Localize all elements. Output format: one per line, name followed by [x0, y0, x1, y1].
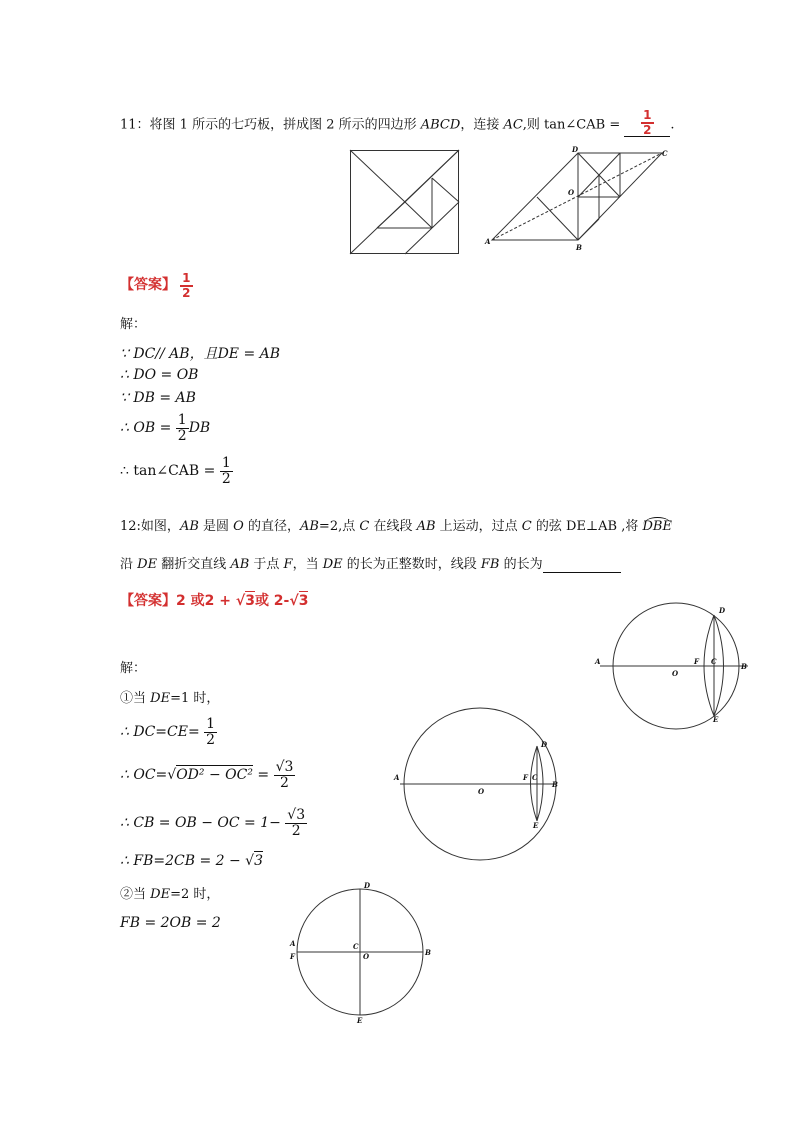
sol12-c2-pre: ②当 [120, 887, 151, 902]
top-label-a: A [595, 657, 601, 666]
answer-12 [120, 590, 308, 610]
bot-label-o: O [363, 952, 370, 961]
q11-abcd: ABCD [420, 117, 461, 133]
q11-blank-den: 2 [643, 122, 652, 137]
mid-label-b: B [552, 780, 558, 789]
q11-ac: AC [503, 117, 523, 133]
q12-l1c: 的直径， [243, 519, 300, 534]
sol12-c2-post: =2 时， [170, 887, 220, 902]
sol11-l5-pre: ∴ tan∠CAB = [120, 463, 220, 480]
q12-l2a: 沿 [120, 557, 138, 572]
sol11-l5-den: 2 [221, 470, 231, 487]
q11-suffix: ,则 tan∠CAB = [522, 117, 625, 133]
fig2-label-c: C [662, 149, 668, 158]
q12-l2b: 翻折交直线 [157, 557, 231, 572]
sol11-line-3: ∵ DB = AB [120, 390, 196, 406]
answer-11-label: 【答案】 [120, 277, 176, 294]
sol12-s2-pre: ∴ OC= [120, 767, 168, 784]
sol11-line-2: ∴ DO = OB [120, 367, 199, 383]
sol12-c1-de: DE [150, 691, 171, 706]
q11-prefix: 11：将图 1 所示的七巧板，拼成图 2 所示的四边形 [120, 117, 421, 133]
q12-o: O [233, 519, 244, 534]
sol12-case-1 [120, 687, 219, 706]
answer-11-den: 2 [182, 285, 191, 300]
sol12-step-1 [120, 717, 217, 747]
bot-label-c: C [353, 942, 359, 951]
mid-label-e: E [533, 821, 539, 830]
q12-line-2 [120, 553, 621, 573]
sol12-s1-pre: ∴ DC=CE= [120, 724, 200, 741]
sol12-c2-de: DE [150, 887, 171, 902]
tangram-figure-1 [350, 150, 460, 254]
mid-label-c: C [532, 773, 538, 782]
q12-l1b: 是圆 [198, 519, 234, 534]
sol11-jie: 解： [120, 317, 147, 332]
fig2-label-a: A [485, 237, 491, 246]
sol12-s3-pre: ∴ CB = OB − OC = 1− [120, 815, 281, 832]
tangram-figure-2 [482, 145, 682, 255]
q12-de1: DE [137, 557, 158, 572]
answer-12-text2: 或 2- [254, 593, 290, 609]
q12-l2f: 的长为 [499, 557, 543, 572]
sol12-s2-num: √3 [275, 759, 294, 775]
bot-label-a: A [290, 939, 296, 948]
sol12-step-4: ∴ FB=2CB = 2 − √3 [120, 853, 264, 869]
bot-label-d: D [364, 881, 371, 890]
sol12-s4-pre: ∴ FB=2CB = 2 − [120, 853, 246, 869]
q12-answer-blank [543, 557, 621, 573]
sol12-s3-den: 2 [291, 822, 301, 839]
q12-ab1: AB [179, 519, 199, 534]
sol11-l4-den: 2 [177, 427, 187, 444]
top-label-d: D [719, 606, 726, 615]
q12-c2: C [521, 519, 532, 534]
answer-11 [120, 272, 193, 299]
fig2-label-d: D [572, 145, 579, 154]
sol11-line-5 [120, 456, 233, 486]
sol12-s1-den: 2 [206, 731, 216, 748]
answer-12-sqrt2: √3 [289, 593, 309, 609]
sol12-s2-den: 2 [280, 774, 289, 791]
fig2-label-b: B [576, 243, 582, 252]
fig2-label-o: O [568, 188, 575, 197]
q12-c1: C [359, 519, 370, 534]
sol11-line-1: ∵ DC// AB，且DE = AB [120, 346, 281, 362]
q11-blank-num: 1 [643, 108, 652, 122]
mid-label-a: A [394, 773, 400, 782]
sol11-line-4 [120, 413, 210, 443]
q11-mid: ，连接 [460, 117, 504, 133]
sol12-s1-num: 1 [206, 716, 216, 732]
mid-label-f: F [523, 773, 528, 782]
q12-l2d: ，当 [292, 557, 323, 572]
top-label-o: O [672, 669, 679, 678]
sol11-l4-post: DB [188, 420, 211, 437]
top-label-e: E [713, 715, 719, 724]
answer-12-r2: 3 [298, 593, 309, 609]
answer-11-fraction [180, 272, 192, 299]
mid-label-o: O [478, 787, 485, 796]
q11-end: . [670, 117, 675, 133]
sol12-s2-eq: = [252, 767, 274, 784]
sol12-c1-pre: ①当 [120, 691, 151, 706]
top-label-f: F [694, 657, 699, 666]
sol12-s2-fraction [274, 760, 296, 790]
answer-12-sqrt1: √3 [235, 593, 255, 609]
sol12-c1-post: =1 时， [170, 691, 220, 706]
sol12-jie: 解： [120, 661, 147, 676]
q12-l2c: 于点 [249, 557, 284, 572]
q12-l1f: 上运动，过点 [435, 519, 522, 534]
q12-l1d: =2,点 [318, 519, 360, 534]
q12-l1a: 12:如图， [120, 519, 180, 534]
sol12-s2-rad: OD² − OC² [176, 767, 253, 784]
sol12-s3-fraction [285, 808, 307, 838]
top-label-c: C [711, 657, 717, 666]
sol11-l4-num: 1 [177, 412, 187, 428]
sol12-case-2 [120, 883, 219, 902]
q12-l1g: 的弦 DE⊥AB ,将 [531, 519, 643, 534]
q12-ab3: AB [416, 519, 436, 534]
circle-figure-top [590, 600, 760, 730]
bot-label-e: E [357, 1016, 363, 1025]
q11-answer-blank [624, 109, 670, 137]
q11-blank-fraction [641, 109, 653, 136]
q12-l2e: 的长为正整数时，线段 [342, 557, 481, 572]
sol11-l5-fraction [220, 456, 233, 486]
answer-11-num: 1 [182, 271, 191, 285]
mid-label-d: D [541, 740, 548, 749]
q12-arc-dbe: DBE [642, 519, 672, 534]
q11-text [120, 108, 675, 139]
q12-f: F [283, 557, 293, 572]
sol12-step-5: FB = 2OB = 2 [120, 915, 221, 931]
answer-12-r1: 3 [245, 593, 255, 609]
q12-l1e: 在线段 [369, 519, 417, 534]
bot-label-f: F [290, 952, 295, 961]
bot-label-b: B [425, 948, 431, 957]
sol11-l5-num: 1 [221, 455, 231, 471]
sol12-s3-num: √3 [287, 807, 306, 823]
circle-figure-middle [390, 708, 570, 828]
q12-fb: FB [480, 557, 500, 572]
q12-ab4: AB [230, 557, 250, 572]
sol11-l4-fraction [176, 413, 189, 443]
top-label-b: B [741, 662, 747, 671]
q12-line-1 [120, 515, 672, 534]
sol12-s4-rad: 3 [254, 853, 264, 869]
sol12-s1-fraction [204, 717, 217, 747]
answer-12-text1: 2 或2 + [176, 593, 236, 609]
sol12-step-3 [120, 808, 307, 838]
q12-de2: DE [322, 557, 343, 572]
answer-12-label: 【答案】 [120, 593, 176, 609]
sol11-l4-pre: ∴ OB = [120, 420, 176, 437]
sol12-step-2: ∴ OC=√OD² − OC² = $\frac{√3}{2}$ [120, 759, 294, 791]
circle-figure-bottom [285, 880, 445, 1025]
q12-ab2: AB [299, 519, 319, 534]
